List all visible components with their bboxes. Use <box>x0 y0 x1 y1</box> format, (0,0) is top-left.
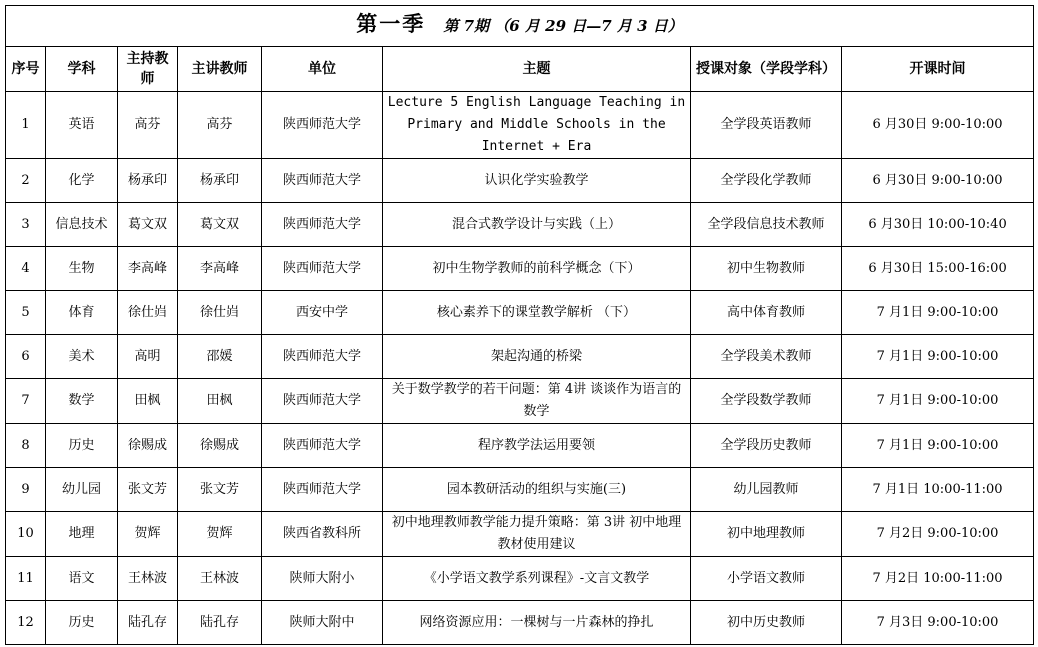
time-cell: 7 月3日 9:00-10:00 <box>842 601 1034 645</box>
row-number-cell: 4 <box>6 247 46 291</box>
topic-cell: 认识化学实验教学 <box>383 159 691 203</box>
time-cell: 7 月2日 10:00-11:00 <box>842 557 1034 601</box>
time-cell: 7 月2日 9:00-10:00 <box>842 512 1034 557</box>
unit-cell: 陕西师范大学 <box>262 468 383 512</box>
audience-cell: 小学语文教师 <box>691 557 842 601</box>
topic-cell: 初中生物学教师的前科学概念（下） <box>383 247 691 291</box>
speaker-teacher-cell: 李高峰 <box>178 247 262 291</box>
table-row <box>6 468 1034 512</box>
time-cell: 7 月1日 9:00-10:00 <box>842 424 1034 468</box>
unit-cell: 陕西师范大学 <box>262 247 383 291</box>
unit-cell: 陕西师范大学 <box>262 335 383 379</box>
audience-cell: 幼儿园教师 <box>691 468 842 512</box>
time-cell: 6 月30日 10:00-10:40 <box>842 203 1034 247</box>
time-cell: 7 月1日 9:00-10:00 <box>842 379 1034 424</box>
row-number-cell: 12 <box>6 601 46 645</box>
subject-cell: 地理 <box>46 512 118 557</box>
host-teacher-cell: 田枫 <box>118 379 178 424</box>
host-teacher-cell: 高明 <box>118 335 178 379</box>
speaker-teacher-cell: 葛文双 <box>178 203 262 247</box>
table-row <box>6 159 1034 203</box>
time-cell: 6 月30日 9:00-10:00 <box>842 92 1034 159</box>
audience-cell: 全学段数学教师 <box>691 379 842 424</box>
host-teacher-cell: 陆孔存 <box>118 601 178 645</box>
host-teacher-cell: 徐仕岿 <box>118 291 178 335</box>
unit-cell: 陕西省教科所 <box>262 512 383 557</box>
unit-cell: 陕西师范大学 <box>262 379 383 424</box>
subject-cell: 历史 <box>46 601 118 645</box>
topic-cell: 园本教研活动的组织与实施(三) <box>383 468 691 512</box>
topic-cell: 网络资源应用：一棵树与一片森林的挣扎 <box>383 601 691 645</box>
host-teacher-cell: 杨承印 <box>118 159 178 203</box>
speaker-teacher-cell: 陆孔存 <box>178 601 262 645</box>
host-teacher-cell: 张文芳 <box>118 468 178 512</box>
row-number-cell: 7 <box>6 379 46 424</box>
unit-cell: 陕西师范大学 <box>262 159 383 203</box>
row-number-cell: 5 <box>6 291 46 335</box>
col-header-host: 主持教师 <box>118 47 178 92</box>
subject-cell: 语文 <box>46 557 118 601</box>
audience-cell: 全学段英语教师 <box>691 92 842 159</box>
subject-cell: 信息技术 <box>46 203 118 247</box>
schedule-document <box>5 5 1033 645</box>
host-teacher-cell: 徐赐成 <box>118 424 178 468</box>
col-header-time: 开课时间 <box>842 47 1034 92</box>
row-number-cell: 10 <box>6 512 46 557</box>
time-cell: 7 月1日 9:00-10:00 <box>842 291 1034 335</box>
issue-subtitle: 第 7期 （6 月 29 日—7 月 3 日） <box>443 17 683 35</box>
unit-cell: 西安中学 <box>262 291 383 335</box>
table-row <box>6 335 1034 379</box>
col-header-audience: 授课对象（学段学科） <box>691 47 842 92</box>
row-number-cell: 3 <box>6 203 46 247</box>
table-row <box>6 601 1034 645</box>
speaker-teacher-cell: 贺辉 <box>178 512 262 557</box>
unit-cell: 陕西师范大学 <box>262 424 383 468</box>
topic-cell: 《小学语文教学系列课程》-文言文教学 <box>383 557 691 601</box>
time-cell: 7 月1日 9:00-10:00 <box>842 335 1034 379</box>
time-cell: 6 月30日 15:00-16:00 <box>842 247 1034 291</box>
audience-cell: 初中历史教师 <box>691 601 842 645</box>
time-cell: 6 月30日 9:00-10:00 <box>842 159 1034 203</box>
unit-cell: 陕西师范大学 <box>262 92 383 159</box>
audience-cell: 全学段信息技术教师 <box>691 203 842 247</box>
audience-cell: 全学段历史教师 <box>691 424 842 468</box>
col-header-subject: 学科 <box>46 47 118 92</box>
unit-cell: 陕师大附小 <box>262 557 383 601</box>
topic-cell: 架起沟通的桥梁 <box>383 335 691 379</box>
host-teacher-cell: 王林波 <box>118 557 178 601</box>
subject-cell: 美术 <box>46 335 118 379</box>
col-header-no: 序号 <box>6 47 46 92</box>
topic-cell: Lecture 5 English Language Teaching in Primary and Middle Schools in the Internet + Era <box>383 92 691 159</box>
host-teacher-cell: 贺辉 <box>118 512 178 557</box>
audience-cell: 全学段化学教师 <box>691 159 842 203</box>
table-row <box>6 291 1034 335</box>
unit-cell: 陕西师范大学 <box>262 203 383 247</box>
topic-cell: 关于数学教学的若干问题：第 4讲 谈谈作为语言的数学 <box>383 379 691 424</box>
table-row <box>6 203 1034 247</box>
header-row <box>6 47 1034 92</box>
table-title <box>6 6 1034 47</box>
table-row <box>6 512 1034 557</box>
table-row <box>6 92 1034 159</box>
time-cell: 7 月1日 10:00-11:00 <box>842 468 1034 512</box>
table-row <box>6 557 1034 601</box>
row-number-cell: 1 <box>6 92 46 159</box>
row-number-cell: 8 <box>6 424 46 468</box>
unit-cell: 陕师大附中 <box>262 601 383 645</box>
row-number-cell: 9 <box>6 468 46 512</box>
host-teacher-cell: 葛文双 <box>118 203 178 247</box>
col-header-topic: 主题 <box>383 47 691 92</box>
table-row <box>6 247 1034 291</box>
topic-cell: 核心素养下的课堂教学解析 （下） <box>383 291 691 335</box>
speaker-teacher-cell: 杨承印 <box>178 159 262 203</box>
audience-cell: 全学段美术教师 <box>691 335 842 379</box>
row-number-cell: 11 <box>6 557 46 601</box>
table-row <box>6 424 1034 468</box>
subject-cell: 生物 <box>46 247 118 291</box>
table-row <box>6 379 1034 424</box>
topic-cell: 混合式教学设计与实践（上） <box>383 203 691 247</box>
subject-cell: 幼儿园 <box>46 468 118 512</box>
subject-cell: 数学 <box>46 379 118 424</box>
speaker-teacher-cell: 邵媛 <box>178 335 262 379</box>
row-number-cell: 6 <box>6 335 46 379</box>
speaker-teacher-cell: 王林波 <box>178 557 262 601</box>
speaker-teacher-cell: 高芬 <box>178 92 262 159</box>
audience-cell: 初中生物教师 <box>691 247 842 291</box>
host-teacher-cell: 高芬 <box>118 92 178 159</box>
audience-cell: 初中地理教师 <box>691 512 842 557</box>
host-teacher-cell: 李高峰 <box>118 247 178 291</box>
subject-cell: 化学 <box>46 159 118 203</box>
topic-cell: 初中地理教师教学能力提升策略：第 3讲 初中地理教材使用建议 <box>383 512 691 557</box>
season-title: 第一季 <box>356 11 426 36</box>
topic-cell: 程序教学法运用要领 <box>383 424 691 468</box>
col-header-unit: 单位 <box>262 47 383 92</box>
schedule-table <box>5 5 1034 645</box>
row-number-cell: 2 <box>6 159 46 203</box>
speaker-teacher-cell: 田枫 <box>178 379 262 424</box>
subject-cell: 历史 <box>46 424 118 468</box>
subject-cell: 体育 <box>46 291 118 335</box>
subject-cell: 英语 <box>46 92 118 159</box>
col-header-speaker: 主讲教师 <box>178 47 262 92</box>
speaker-teacher-cell: 徐仕岿 <box>178 291 262 335</box>
speaker-teacher-cell: 张文芳 <box>178 468 262 512</box>
audience-cell: 高中体育教师 <box>691 291 842 335</box>
speaker-teacher-cell: 徐赐成 <box>178 424 262 468</box>
